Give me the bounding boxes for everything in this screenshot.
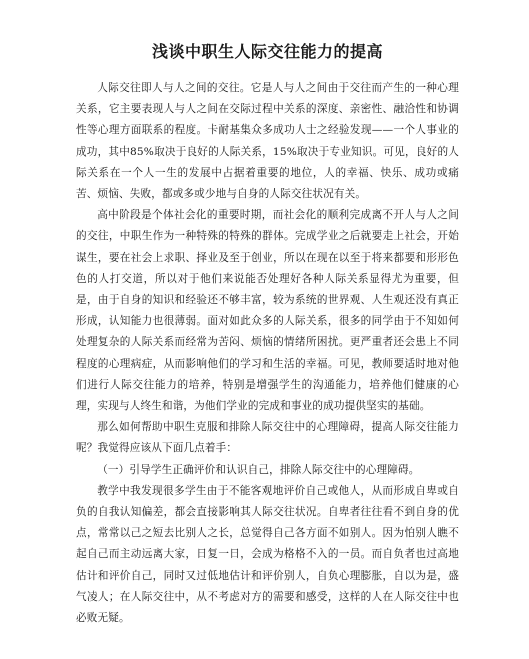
- document-title: 浅谈中职生人际交往能力的提高: [151, 42, 383, 61]
- paragraph-self-evaluation: 教学中我发现很多学生由于不能客观地评价自己或他人，从而形成自卑或自负的自我认知偏差，都会直接影响其人际交往状况。自卑者往往看不到自身的优点，常常以己之短去比别人之长，总觉得自己各方面不如别人。因为怕别人瞧不起自己而主动远离大家，日复一日，会成为格格不入的一员。而自负者也过高地估计和评价自己，同时又过低地估计和评价别人，自负心理膨胀，自以为是，盛气凌人；在人际交往中，从不考虑对方的需要和感受，这样的人在人际交往中也必败无疑。: [76, 484, 459, 625]
- paragraph-question: 那么如何帮助中职生克服和排除人际交往中的心理障碍，提高人际交往能力呢？我觉得应该从下面几点着手：: [76, 421, 459, 455]
- paragraph-high-school: 高中阶段是个体社会化的重要时期，而社会化的顺利完成离不开人与人之间的交往，中职生作为一种特殊的特殊的群体。完成学业之后就要走上社会，开始谋生，要在社会上求职、择业及至于创业，所以在现在以至于将来都要和形形色色的人打交道，所以对于他们来说能否处理好各种人际关系显得尤为重要，但是，由于自身的知识和经验还不够丰富，较为系统的世界观、人生观还没有真正形成，认知能力也很薄弱。面对如此众多的人际关系，很多的同学由于不知如何处理复杂的人际关系而经常为苦闷、烦恼的情绪所困扰。更严重者还会患上不同程度的心理病症，从而影响他们的学习和生活的幸福。可见，教师要适时地对他们进行人际交往能力的培养，特别是增强学生的沟通能力，培养他们健康的心理，实现与人终生和谐，为他们学业的完成和事业的成功提供坚实的基础。: [76, 209, 459, 413]
- paragraph-intro: 人际交往即人与人之间的交往。它是人与人之间由于交往而产生的一种心理关系，它主要表现人与人之间在交际过程中关系的深度、亲密性、融洽性和协调性等心理方面联系的程度。卡耐基集众多成功人士之经验发现——一个人事业的成功，其中85%取决于良好的人际关系，15%取决于专业知识。可见，良好的人际关系在一个人一生的发展中占据着重要的地位，人的幸福、快乐、成功或痛苦、烦恼、失败，都或多或少地与自身的人际交往状况有关。: [76, 82, 459, 201]
- section-heading-1: （一）引导学生正确评价和认识自己，排除人际交往中的心理障碍。: [97, 463, 420, 476]
